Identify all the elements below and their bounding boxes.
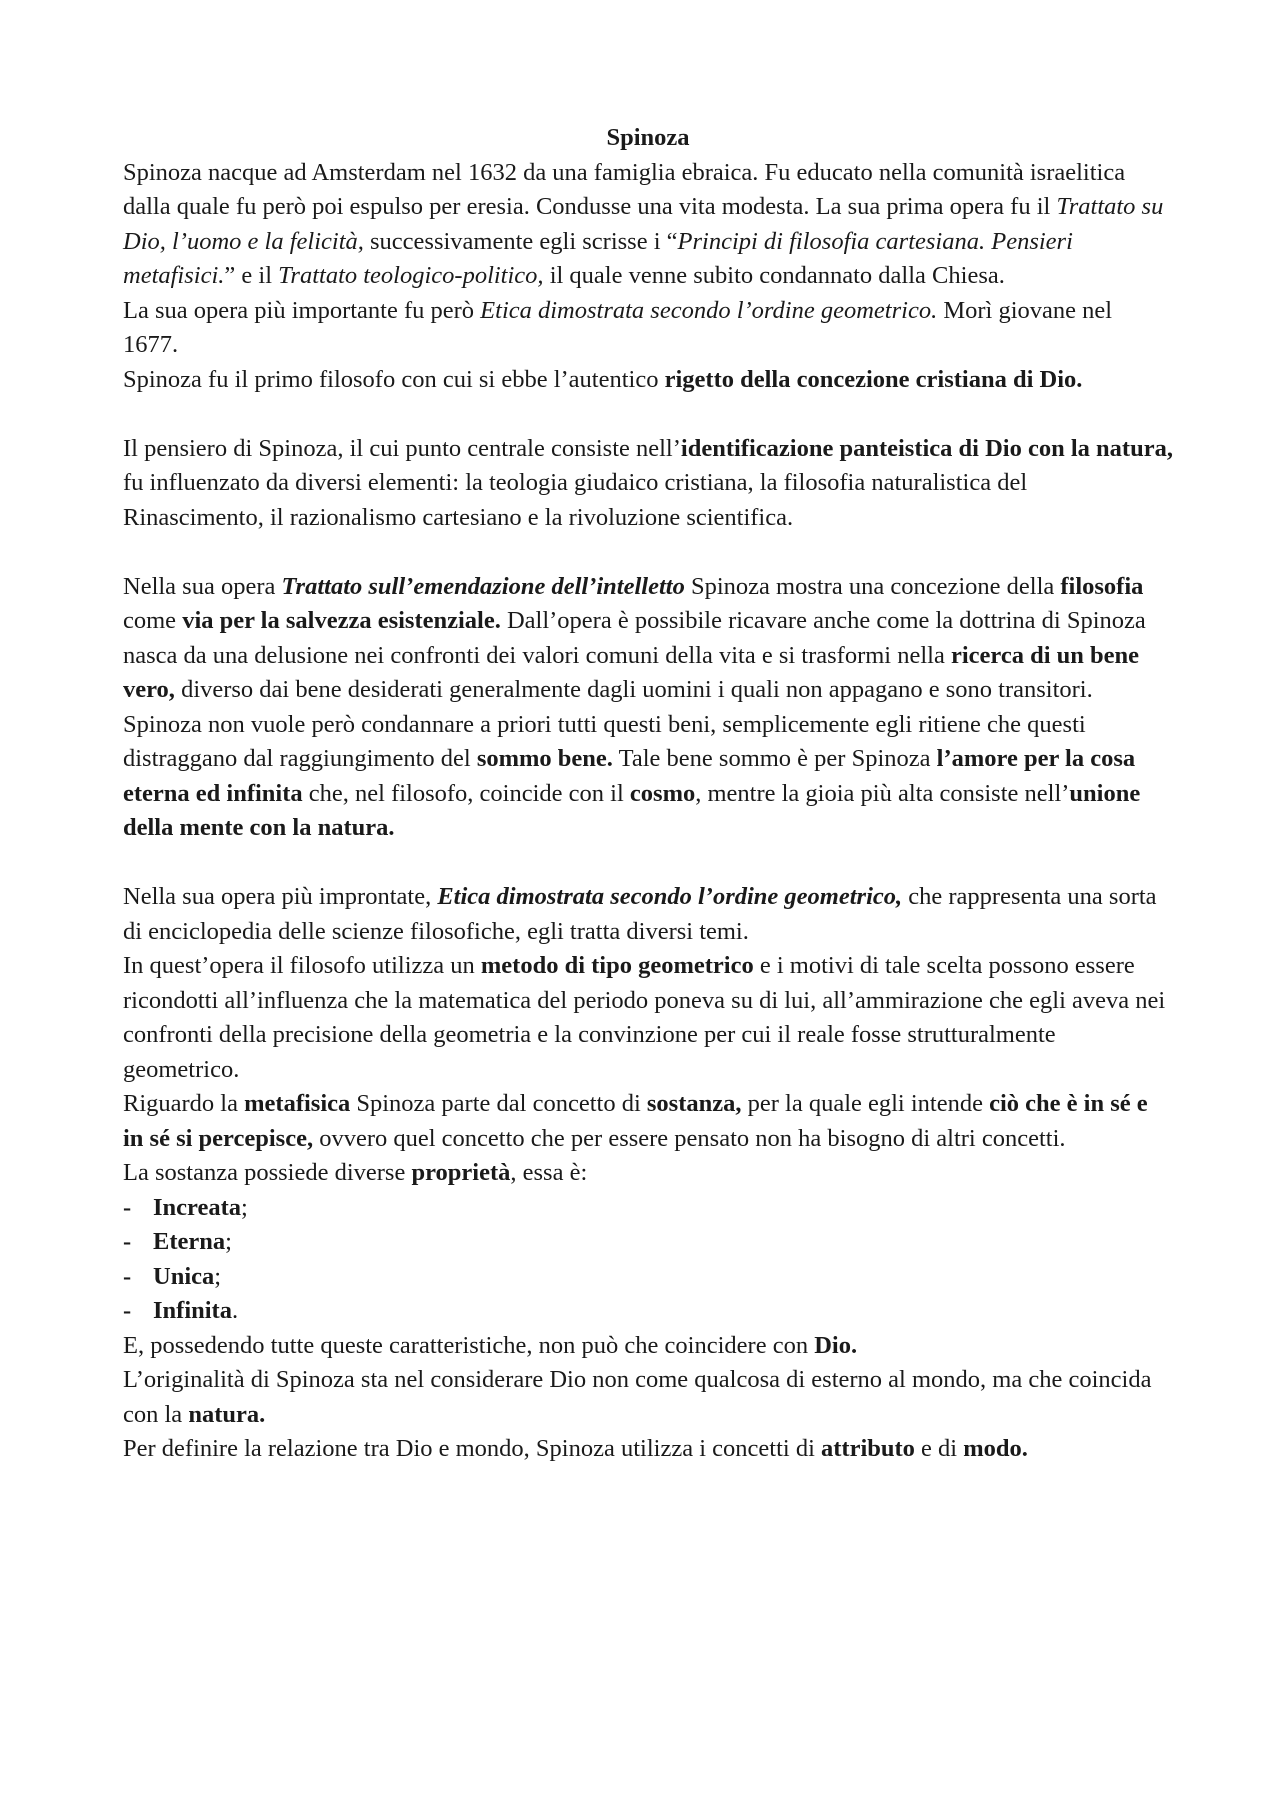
dash-bullet-icon: - [123,1262,132,1290]
text-run: L’originalità di Spinoza sta nel considerare Dio non come qualcosa di esterno al mondo, ma che coincida con la [123,1366,1152,1428]
text-run: Spinoza parte dal concetto di [350,1090,647,1117]
bold-text: attributo [821,1435,915,1462]
bold-text: ricerca di un bene vero, [123,641,1140,703]
page-title: Spinoza [606,124,690,151]
bold-text: natura. [188,1400,266,1428]
paragraph-gap [123,535,1173,570]
list-term: Increata [153,1193,241,1221]
paragraph-ethics [123,880,1173,949]
text-run: Spinoza mostra una concezione della [684,572,1061,600]
bold-text: sommo bene. [476,745,613,772]
bold-text: proprietà [411,1159,511,1186]
work-title: Trattato su Dio, l’uomo e la felicità, [123,193,1164,255]
text-run: e i motivi di tale scelta possono essere ricondotti all’influenza che la matematica del periodo poneva su di lui, all’ammirazione che egli aveva nei confronti della precisione della geometria e la convinzione per cui il reale fosse strutturalmente geometrico. [123,952,1166,1083]
work-title: Principi di filosofia cartesiana. Pensieri metafisici. [123,227,1073,289]
text-run: Tale bene sommo è per Spinoza [612,745,937,772]
document-page [123,121,1173,1467]
bold-text: unione della mente con la natura. [123,779,1141,841]
list-item [123,1260,1173,1295]
list-item [123,1225,1173,1260]
work-title: Trattato sull’emendazione dell’intelletto [281,572,685,600]
text-run: , mentre la gioia più alta consiste nell’ [695,779,1070,807]
bold-text: cosmo [629,779,696,807]
list-punctuation: . [231,1297,239,1324]
list-punctuation: ; [225,1228,232,1255]
text-run: come [123,607,183,634]
text-run: Riguardo la [123,1090,245,1117]
paragraph-main-work [123,294,1173,363]
text-run: Dall’opera è possibile ricavare anche come la dottrina di Spinoza nasca da una delusione nei confronti dei valori comuni della vita e si trasformi nella [123,607,1146,669]
work-title: Etica dimostrata secondo l’ordine geometrico. [480,296,938,324]
text-run: e di [914,1435,964,1462]
list-term: Eterna [153,1228,226,1255]
dash-bullet-icon: - [123,1228,132,1255]
paragraph-originality [123,1363,1173,1432]
text-run: Morì giovane nel 1677. [123,296,1113,358]
text-run: successivamente egli scrisse i “ [363,227,678,255]
bold-text: metafisica [244,1090,351,1117]
text-run: Spinoza nacque ad Amsterdam nel 1632 da una famiglia ebraica. Fu educato nella comunità israelitica dalla quale fu però poi espulso per eresia. Condusse una vita modesta. La sua prima opera fu il [123,158,1126,220]
text-run: ovvero quel concetto che per essere pensato non ha bisogno di altri concetti. [313,1124,1066,1152]
paragraph-gap [123,397,1173,432]
paragraph-method [123,949,1173,1087]
bold-text: l’amore per la cosa eterna ed infinita [123,745,1136,807]
properties-list [123,1191,1173,1329]
text-run: ” e il [224,262,279,289]
bold-text: rigetto della concezione cristiana di Dio. [664,365,1083,393]
text-run: In quest’opera il filosofo utilizza un [123,952,481,979]
work-title: Etica dimostrata secondo l’ordine geometrico, [437,883,903,910]
text-run: Per definire la relazione tra Dio e mondo, Spinoza utilizza i concetti di [123,1435,821,1462]
text-run: La sostanza possiede diverse [123,1159,412,1186]
dash-bullet-icon: - [123,1193,132,1221]
text-run: il quale venne subito condannato dalla Chiesa. [543,262,1005,289]
list-item [123,1294,1173,1329]
list-term: Infinita [153,1297,232,1324]
paragraph-metaphysics [123,1087,1173,1156]
text-run: Spinoza fu il primo filosofo con cui si ebbe l’autentico [123,365,665,393]
paragraph-rejection [123,363,1173,398]
bold-text: Dio. [814,1331,858,1359]
text-run: E, possedendo tutte queste caratteristiche, non può che coincidere con [123,1331,815,1359]
list-item [123,1191,1173,1226]
text-run: fu influenzato da diversi elementi: la teologia giudaico cristiana, la filosofia naturalistica del Rinascimento, il razionalismo cartesiano e la rivoluzione scientifica. [123,469,1028,531]
text-run: Nella sua opera [123,572,282,600]
bold-text: metodo di tipo geometrico [480,952,754,979]
text-run: diverso dai bene desiderati generalmente dagli uomini i quali non appagano e sono transitori. Spinoza non vuole però condannare a priori tutti questi beni, semplicemente egli ritiene che questi distraggano dal raggiungimento del [123,676,1093,772]
bold-text: sostanza, [646,1090,742,1117]
bold-text: via per la salvezza esistenziale. [182,607,501,634]
list-punctuation: ; [241,1193,248,1221]
text-run: Nella sua opera più improntate, [123,883,438,910]
dash-bullet-icon: - [123,1297,132,1324]
text-run: che, nel filosofo, coincide con il [302,779,630,807]
list-punctuation: ; [214,1262,222,1290]
text-run: , essa è: [510,1159,588,1186]
text-run: per la quale egli intende [741,1090,990,1117]
text-run: Il pensiero di Spinoza, il cui punto centrale consiste nell’ [123,434,681,462]
text-run: che rappresenta una sorta di enciclopedia delle scienze filosofiche, egli tratta diversi temi. [123,883,1157,945]
bold-text: modo. [963,1435,1028,1462]
bold-text: identificazione panteistica di Dio con la natura, [680,434,1173,462]
text-run: La sua opera più importante fu però [123,296,481,324]
paragraph-properties-intro [123,1156,1173,1191]
paragraph-biography [123,156,1173,294]
bold-text: ciò che è in sé e in sé si percepisce, [123,1090,1148,1152]
paragraph-relation [123,1432,1173,1467]
paragraph-emendation [123,570,1173,846]
paragraph-god [123,1329,1173,1364]
paragraph-gap [123,846,1173,881]
list-term: Unica [153,1262,215,1290]
work-title: Trattato teologico-politico, [278,262,544,289]
bold-text: filosofia [1060,572,1144,600]
paragraph-thought [123,432,1173,536]
